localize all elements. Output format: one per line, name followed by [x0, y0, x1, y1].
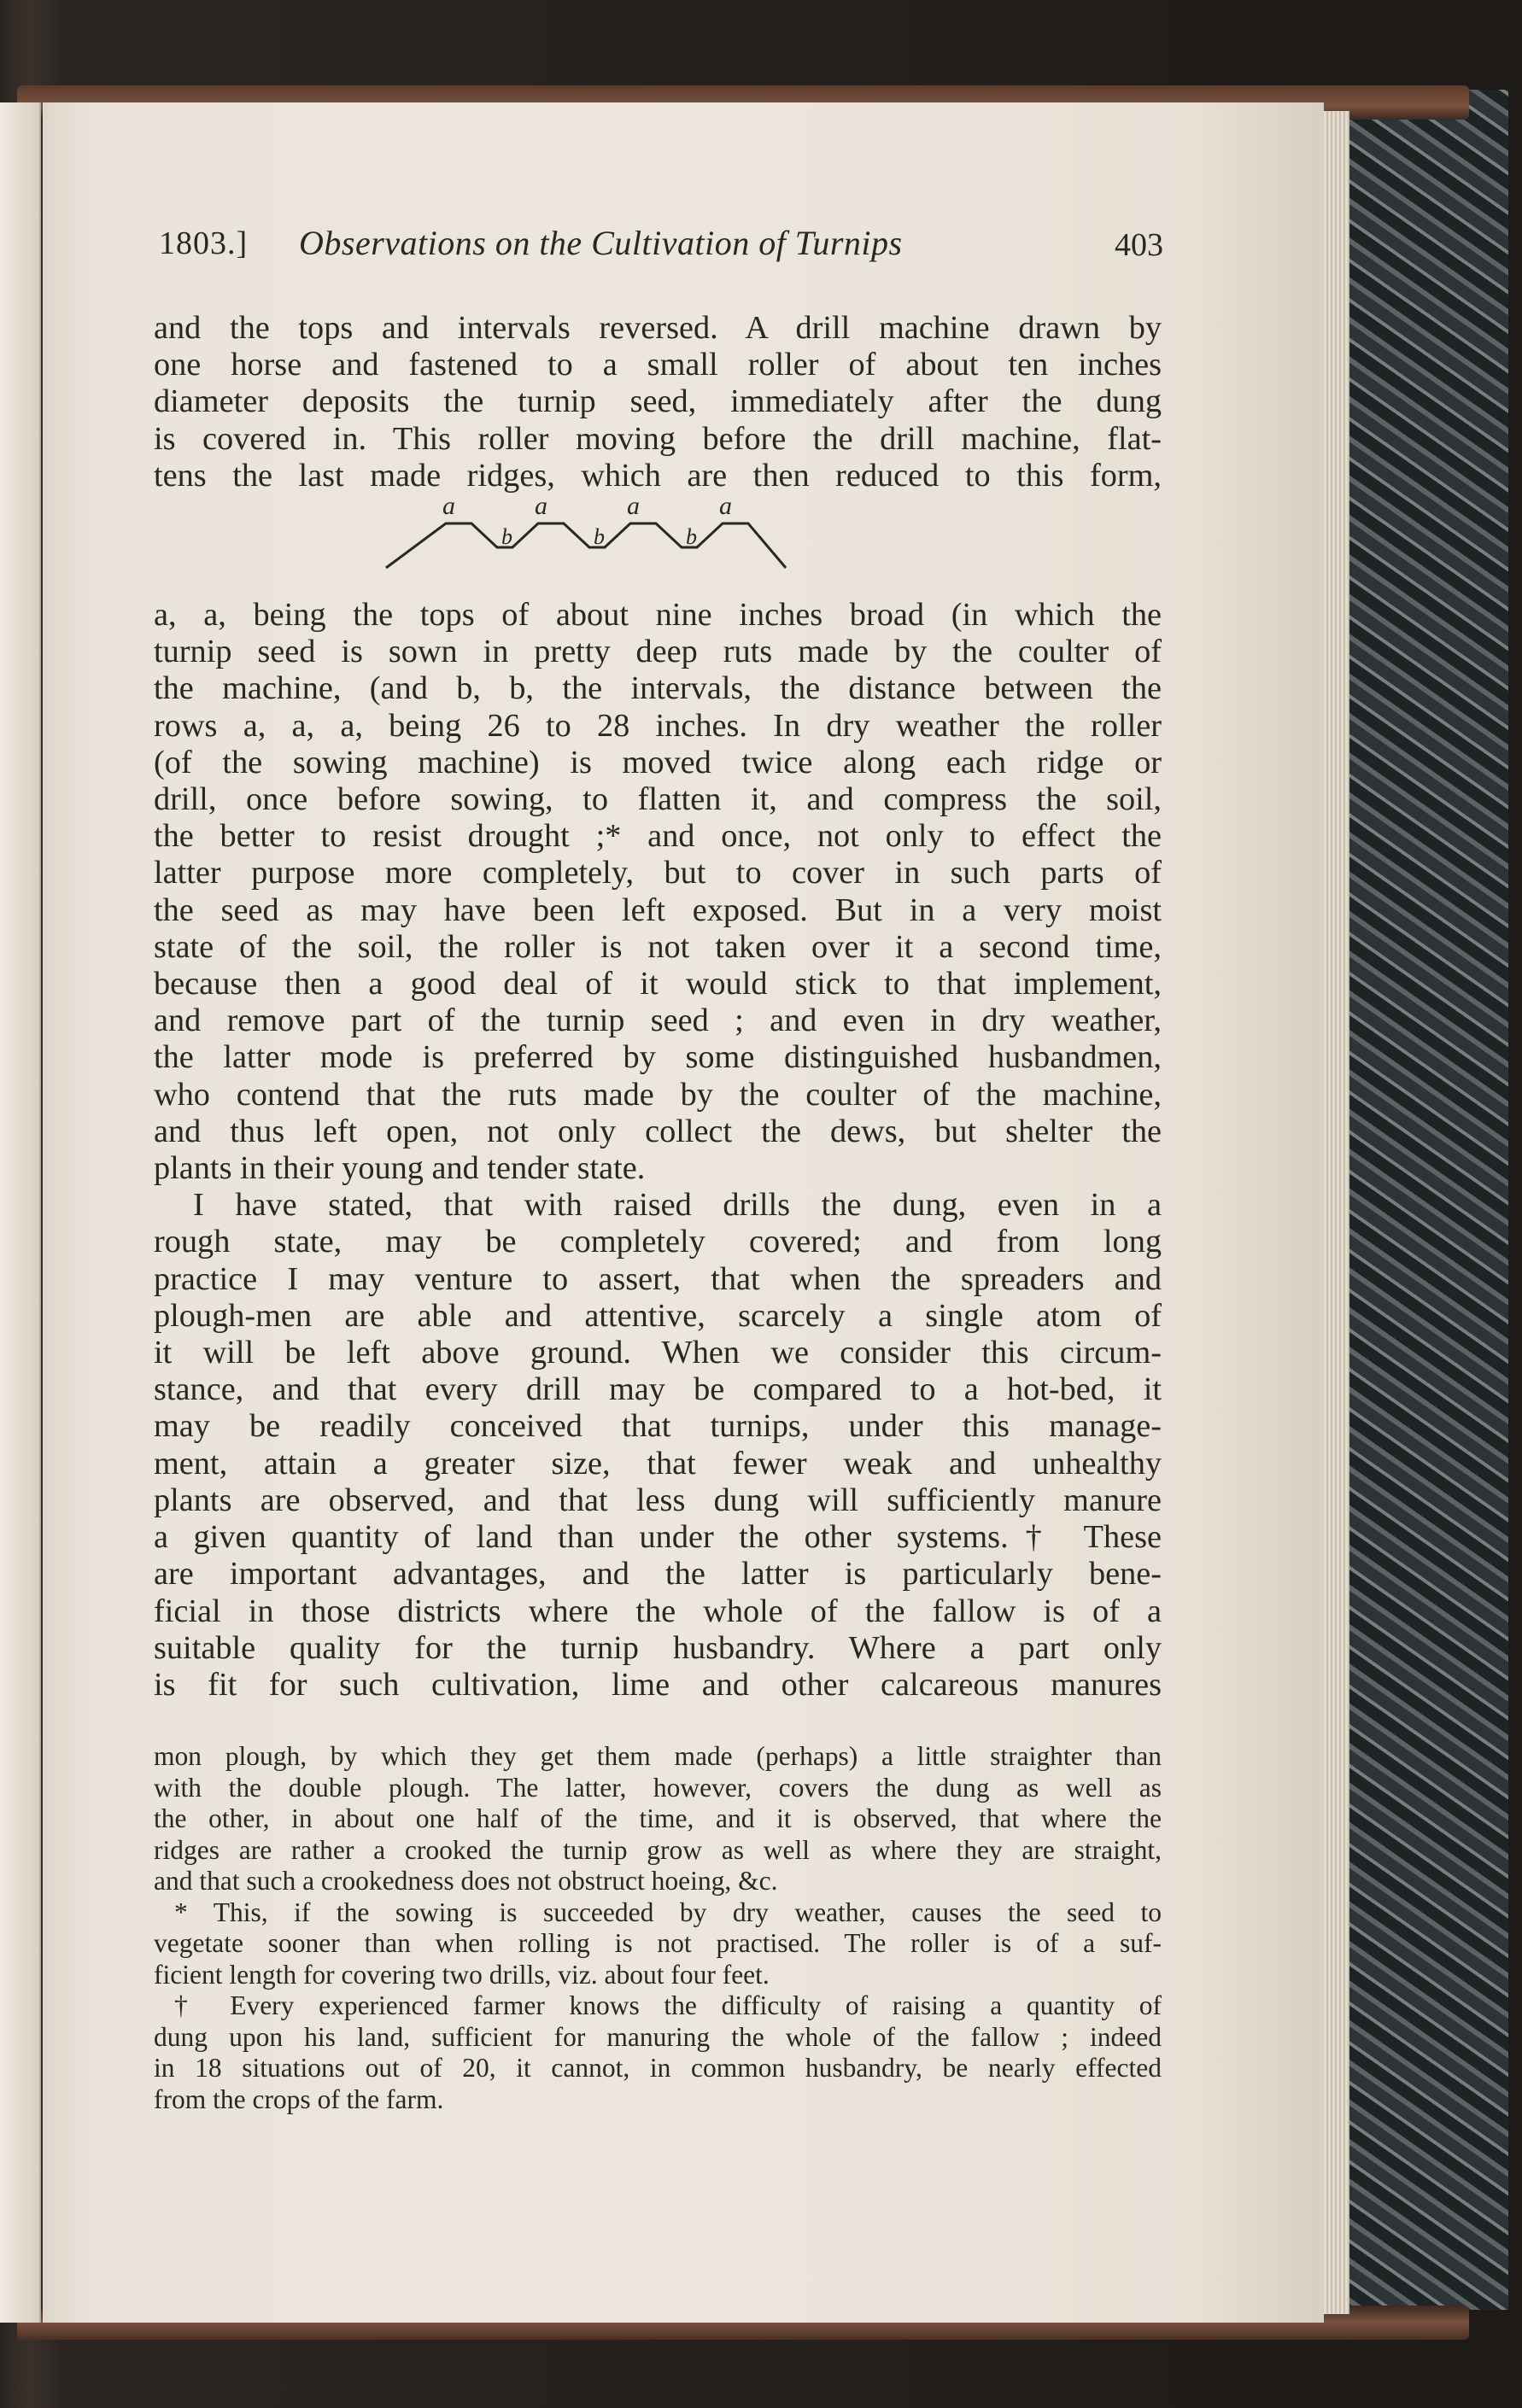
text-line: the machine, (and b, b, the intervals, the distance between the: [154, 670, 1162, 707]
running-header: [154, 218, 1162, 278]
footnote-line: dung upon his land, sufficient for manuring the whole of the fallow ; indeed: [154, 2021, 1162, 2052]
header-year: 1803.]: [159, 225, 249, 261]
header-title: Observations on the Cultivation of Turnips: [299, 224, 903, 262]
text-line: is covered in. This roller moving before the drill machine, flat-: [154, 420, 1162, 457]
text-line: the seed as may have been left exposed. But in a very moist: [154, 891, 1162, 928]
text-line: are important advantages, and the latter is particularly bene-: [154, 1556, 1162, 1593]
figure-label-a: a: [442, 492, 455, 521]
paragraph-3: [154, 1187, 1162, 1704]
text-line: practice I may venture to assert, that when the spreaders and: [154, 1260, 1162, 1297]
footnote-line: ridges are rather a crooked the turnip grow as well as where they are straight,: [154, 1834, 1162, 1865]
text-line: who contend that the ruts made by the coulter of the machine,: [154, 1076, 1162, 1113]
figure-label-b: b: [686, 524, 697, 550]
text-line: a, a, being the tops of about nine inches broad (in which the: [154, 597, 1162, 634]
text-line: rows a, a, a, being 26 to 28 inches. In dry weather the roller: [154, 707, 1162, 744]
page-content: [154, 218, 1162, 2115]
footnote-line: mon plough, by which they get them made (perhaps) a little straighter than: [154, 1741, 1162, 1772]
text-line: may be readily conceived that turnips, under this manage-: [154, 1408, 1162, 1445]
paragraph-2: [154, 597, 1162, 1187]
text-line: ficial in those districts where the whole of the fallow is of a: [154, 1593, 1162, 1629]
footnote-line: † Every experienced farmer knows the difficulty of raising a quantity of: [174, 1990, 1162, 2021]
text-line: I have stated, that with raised drills the dung, even in a: [193, 1187, 1162, 1224]
text-line: (of the sowing machine) is moved twice along each ridge or: [154, 744, 1162, 780]
footnote-star: [154, 1897, 1162, 1991]
facing-page-edge: [0, 102, 41, 2323]
text-line: a given quantity of land than under the other systems.† These: [154, 1519, 1162, 1556]
text-line: latter purpose more completely, but to cover in such parts of: [154, 855, 1162, 891]
text-line: turnip seed is sown in pretty deep ruts made by the coulter of: [154, 634, 1162, 670]
figure-label-a: a: [719, 492, 732, 521]
figure-label-b: b: [501, 524, 512, 550]
body-text: [154, 310, 1162, 1704]
text-line: ment, attain a greater size, that fewer weak and unhealthy: [154, 1445, 1162, 1482]
footnote-line: from the crops of the farm.: [154, 2084, 444, 2114]
text-line: state of the soil, the roller is not taken over it a second time,: [154, 928, 1162, 965]
footnote-line: ficient length for covering two drills, viz. about four feet.: [154, 1959, 770, 1990]
text-line: the better to resist drought ;* and once, not only to effect the: [154, 818, 1162, 855]
text-line: one horse and fastened to a small roller of about ten inches: [154, 347, 1162, 383]
paragraph-1: [154, 310, 1162, 494]
marbled-back-cover: [1332, 90, 1508, 2310]
footnote-line: the other, in about one half of the time, and it is observed, that where the: [154, 1803, 1162, 1834]
text-line: stance, and that every drill may be compared to a hot-bed, it: [154, 1371, 1162, 1408]
text-line: and thus left open, not only collect the dews, but shelter the: [154, 1113, 1162, 1149]
ridge-diagram: [154, 492, 1162, 592]
text-line: it will be left above ground. When we consider this circum-: [154, 1335, 1162, 1371]
text-line: plants are observed, and that less dung will sufficiently manure: [154, 1482, 1162, 1518]
ridge-line: [386, 523, 786, 568]
text-line: and remove part of the turnip seed ; and even in dry weather,: [154, 1002, 1162, 1039]
text-line: diameter deposits the turnip seed, immediately after the dung: [154, 383, 1162, 420]
footnote-line: with the double plough. The latter, however, covers the dung as well as: [154, 1772, 1162, 1803]
text-line: drill, once before sowing, to flatten it, and compress the soil,: [154, 781, 1162, 818]
text-line: rough state, may be completely covered; and from long: [154, 1224, 1162, 1260]
text-line: is fit for such cultivation, lime and other calcareous manures: [154, 1666, 1162, 1703]
footnote-line: and that such a crookedness does not obstruct hoeing, &c.: [154, 1866, 778, 1897]
footnote-dagger: [154, 1990, 1162, 2115]
text-line: because then a good deal of it would stick to that implement,: [154, 966, 1162, 1002]
page-number: 403: [1115, 227, 1163, 263]
text-line: the latter mode is preferred by some distinguished husbandmen,: [154, 1039, 1162, 1076]
figure-label-b: b: [594, 524, 605, 550]
text-line: plants in their young and tender state.: [154, 1150, 646, 1187]
footnote-line: vegetate sooner than when rolling is not practised. The roller is of a suf-: [154, 1928, 1162, 1959]
figure-label-a: a: [627, 492, 640, 521]
footnote-continued: [154, 1741, 1162, 1897]
text-line: suitable quality for the turnip husbandry. Where a part only: [154, 1629, 1162, 1666]
text-line: and the tops and intervals reversed. A drill machine drawn by: [154, 310, 1162, 346]
footnote-line: in 18 situations out of 20, it cannot, in common husbandry, be nearly effected: [154, 2053, 1162, 2084]
footnotes: [154, 1741, 1162, 2115]
figure-label-a: a: [535, 492, 547, 521]
text-line: plough-men are able and attentive, scarcely a single atom of: [154, 1297, 1162, 1334]
footnote-line: * This, if the sowing is succeeded by dry weather, causes the seed to: [174, 1897, 1162, 1927]
book-page: [43, 102, 1324, 2323]
text-line: tens the last made ridges, which are then reduced to this form,: [154, 457, 1162, 494]
